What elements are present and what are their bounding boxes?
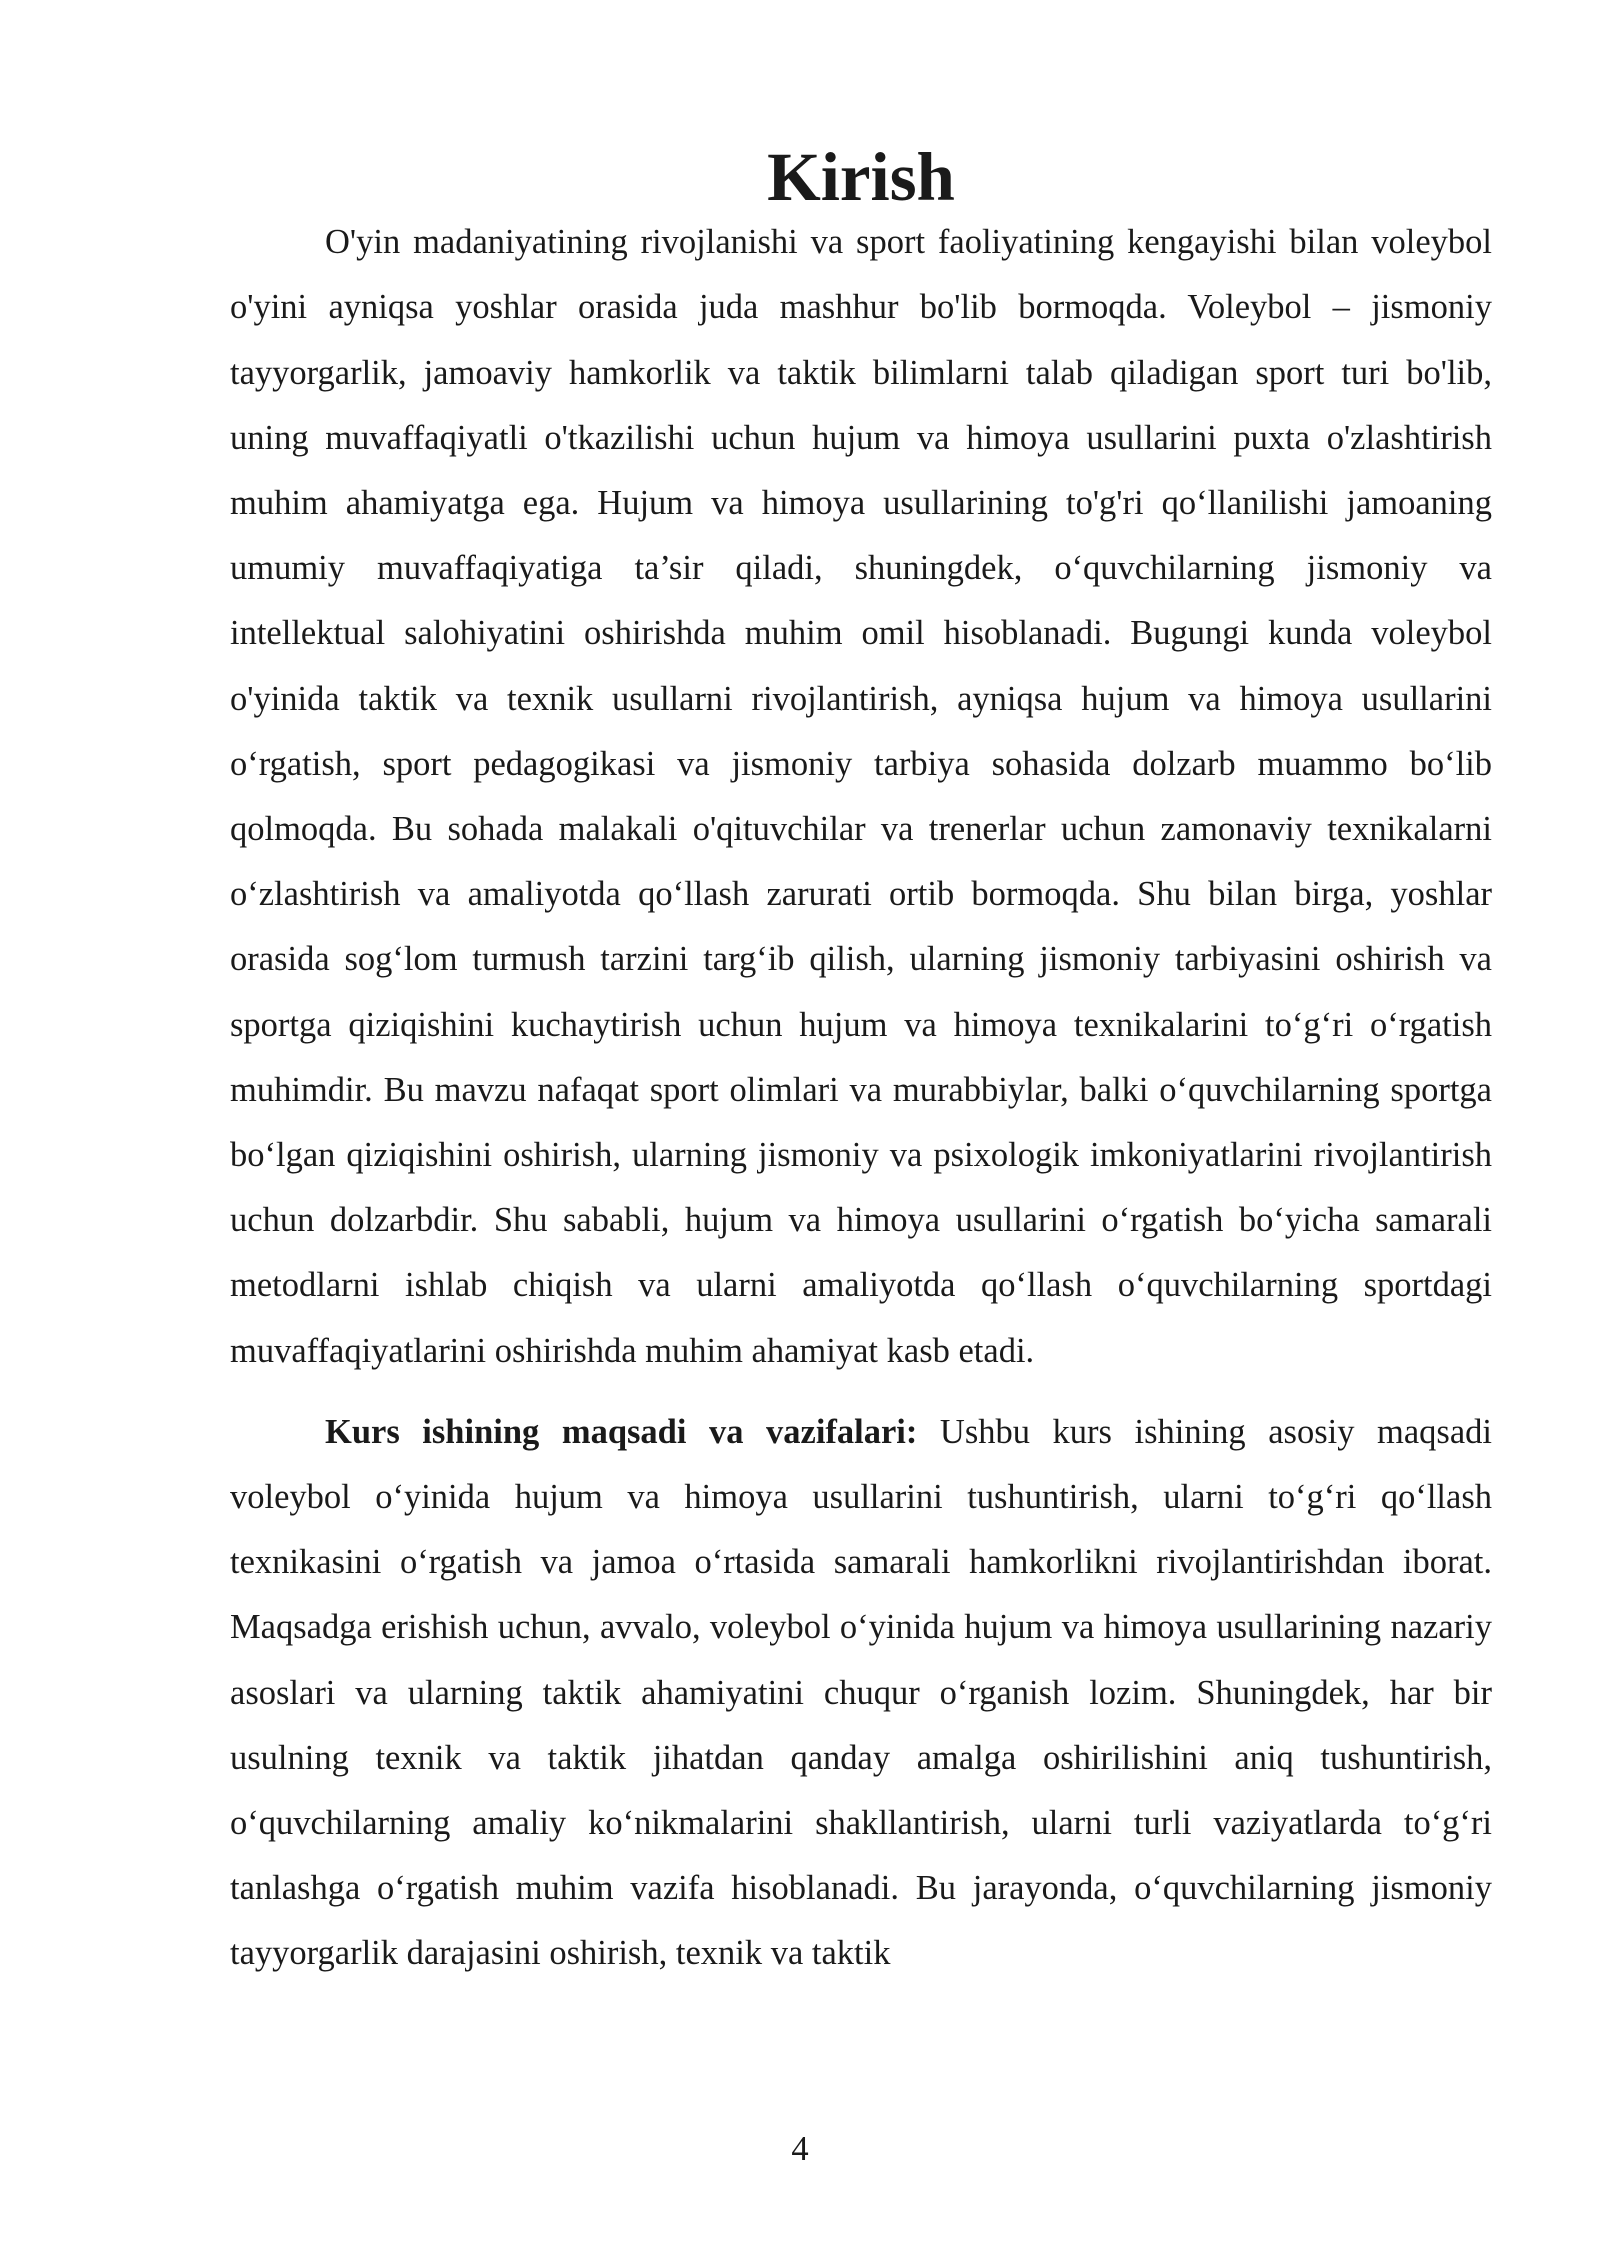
paragraph-text: O'yin madaniyatining rivojlanishi va sport faoliyatining kengayishi bilan voleybol o'yini ayniqsa yoshlar orasida juda mashhur bo'lib bormoqda. Voleybol – jismoniy tayyorgarlik, jamoaviy hamkorlik va taktik bilimlarni talab qiladigan sport turi bo'lib, uning muvaffaqiyatli o'tkazilishi uchun hujum va himoya usullarini puxta o'zlashtirish muhim ahamiyatga ega. Hujum va himoya usullarining to'g'ri qo‘llanilishi jamoaning umumiy muvaffaqiyatiga ta’sir qiladi, shuningdek, o‘quvchilarning jismoniy va intellektual salohiyatini oshirishda muhim omil hisoblanadi. Bugungi kunda voleybol o'yinida taktik va texnik usullarni rivojlantirish, ayniqsa hujum va himoya usullarini o‘rgatish, sport pedagogikasi va jismoniy tarbiya sohasida dolzarb muammo bo‘lib qolmoqda. Bu sohada malakali o'qituvchilar va trenerlar uchun zamonaviy texnikalarni o‘zlashtirish va amaliyotda qo‘llash zarurati ortib bormoqda. Shu bilan birga, yoshlar orasida sog‘lom turmush tarzini targ‘ib qilish, ularning jismoniy tarbiyasini oshirish va sportga qiziqishini kuchaytirish uchun hujum va himoya texnikalarini to‘g‘ri o‘rgatish muhimdir. Bu mavzu nafaqat sport olimlari va murabbiylar, balki o‘quvchilarning sportga bo‘lgan qiziqishini oshirish, ularning jismoniy va psixologik imkoniyatlarini rivojlantirish uchun dolzarbdir. Shu sababli, hujum va himoya usullarini o‘rgatish bo‘yicha samarali metodlarni ishlab chiqish va ularni amaliyotda qo‘llash o‘quvchilarning sportdagi muvaffaqiyatlarini oshirishda muhim ahamiyat kasb etadi. bbox=[230, 223, 1492, 1370]
intro-paragraph bbox=[230, 210, 1492, 1384]
paragraph-text: Ushbu kurs ishining asosiy maqsadi voleybol o‘yinida hujum va himoya usullarini tushuntirish, ularni to‘g‘ri qo‘llash texnikasini o‘rgatish va jamoa o‘rtasida samarali hamkorlikni rivojlantirishdan iborat. Maqsadga erishish uchun, avvalo, voleybol o‘yinida hujum va himoya usullarining nazariy asoslari va ularning taktik ahamiyatini chuqur o‘rganish lozim. Shuningdek, har bir usulning texnik va taktik jihatdan qanday amalga oshirilishini aniq tushuntirish, o‘quvchilarning amaliy ko‘nikmalarini shakllantirish, ularni turli vaziyatlarda to‘g‘ri tanlashga o‘rgatish muhim vazifa hisoblanadi. Bu jarayonda, o‘quvchilarning jismoniy tayyorgarlik darajasini oshirish, texnik va taktik bbox=[230, 1412, 1492, 1973]
page-content bbox=[230, 139, 1492, 1987]
paragraph-lead: Kurs ishining maqsadi va vazifalari: bbox=[325, 1412, 918, 1451]
page-number: 4 bbox=[791, 2130, 809, 2168]
section-title: Kirish bbox=[767, 139, 955, 215]
goals-paragraph bbox=[230, 1400, 1492, 1987]
